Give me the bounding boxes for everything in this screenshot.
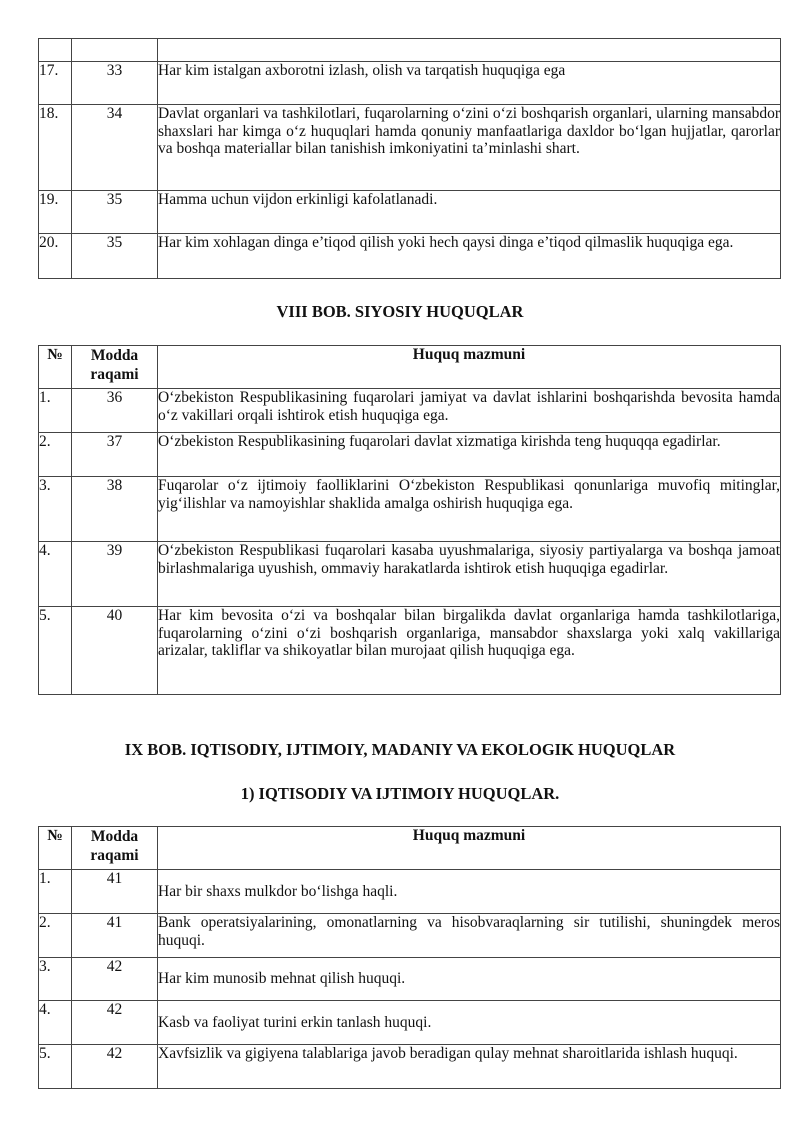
row-number: 4. [39, 542, 72, 607]
table-row [39, 234, 781, 279]
chapter-ix-title: IX BOB. IQTISODIY, IJTIMOIY, MADANIY VA EKOLOGIK HUQUQLAR [124, 740, 676, 759]
article-number: 40 [72, 607, 158, 695]
table-row [39, 105, 781, 191]
row-number: 4. [39, 1001, 72, 1045]
row-number: 2. [39, 914, 72, 958]
economic-rights-table [38, 826, 781, 1089]
table-header-row [39, 827, 781, 870]
article-number: 42 [72, 1001, 158, 1045]
article-number: 42 [72, 958, 158, 1001]
table-row [39, 1045, 781, 1089]
article-number: 35 [72, 234, 158, 279]
table-row [39, 477, 781, 542]
right-text: O‘zbekiston Respublikasining fuqarolari davlat xizmatiga kirishda teng huquqqa egadirlar. [158, 433, 781, 477]
article-number: 36 [72, 389, 158, 433]
row-number: 5. [39, 1045, 72, 1089]
column-header-article: Modda raqami [72, 346, 158, 389]
right-text: Bank operatsiyalarining, omonatlarning va hisobvaraqlarning sir tutilishi, shuningdek meros huquqi. [158, 914, 781, 958]
row-number: 3. [39, 958, 72, 1001]
column-header-content: Huquq mazmuni [158, 827, 781, 870]
article-number: 42 [72, 1045, 158, 1089]
row-number: 2. [39, 433, 72, 477]
row-number: 5. [39, 607, 72, 695]
row-number: 18. [39, 105, 72, 191]
article-number: 41 [72, 914, 158, 958]
right-text: O‘zbekiston Respublikasining fuqarolari jamiyat va davlat ishlarini boshqarishda bevosita hamda o‘z vakillari orqali ishtirok etish huquqiga ega. [158, 389, 781, 433]
chapter-viii-title: VIII BOB. SIYOSIY HUQUQLAR [276, 302, 524, 321]
row-number: 3. [39, 477, 72, 542]
column-header-article: Modda raqami [72, 827, 158, 870]
article-number: 34 [72, 105, 158, 191]
row-number: 1. [39, 870, 72, 914]
table-row [39, 542, 781, 607]
right-text: Har kim istalgan axborotni izlash, olish va tarqatish huquqiga ega [158, 62, 781, 105]
section-ix-subtitle: 1) IQTISODIY VA IJTIMOIY HUQUQLAR. [240, 784, 560, 803]
table-row [39, 39, 781, 62]
row-number: 17. [39, 62, 72, 105]
article-number: 39 [72, 542, 158, 607]
table-row [39, 433, 781, 477]
table-row [39, 607, 781, 695]
table-row [39, 1001, 781, 1045]
right-text: O‘zbekiston Respublikasi fuqarolari kasaba uyushmalariga, siyosiy partiyalarga va boshqa jamoat birlashmalariga uyushish, ommaviy harakatlarda ishtirok etish huquqiga egadirlar. [158, 542, 781, 607]
political-rights-table [38, 345, 781, 695]
right-text: Kasb va faoliyat turini erkin tanlash huquqi. [158, 1001, 781, 1045]
article-number: 41 [72, 870, 158, 914]
row-number: 20. [39, 234, 72, 279]
table-header-row [39, 346, 781, 389]
right-text: Hamma uchun vijdon erkinligi kafolatlanadi. [158, 191, 781, 234]
article-number: 38 [72, 477, 158, 542]
right-text: Har kim munosib mehnat qilish huquqi. [158, 958, 781, 1001]
right-text: Xavfsizlik va gigiyena talablariga javob beradigan qulay mehnat sharoitlarida ishlash huquqi. [158, 1045, 781, 1089]
table-row [39, 191, 781, 234]
row-number: 1. [39, 389, 72, 433]
column-header-content: Huquq mazmuni [158, 346, 781, 389]
article-number: 35 [72, 191, 158, 234]
table-row [39, 958, 781, 1001]
table-row [39, 62, 781, 105]
article-number: 33 [72, 62, 158, 105]
right-text: Har kim bevosita o‘zi va boshqalar bilan birgalikda davlat organlariga hamda tashkilotlariga, fuqarolarning o‘zini o‘zi boshqarish organlariga, mansabdor shaxslarga yoki xalq vakillariga arizalar, takliflar va shikoyatlar bilan murojaat qilish huquqiga ega. [158, 607, 781, 695]
column-header-number: № [39, 346, 72, 389]
right-text: Fuqarolar o‘z ijtimoiy faolliklarini O‘zbekiston Respublikasi qonunlariga muvofiq mitinglar, yig‘ilishlar va namoyishlar shaklida amalga oshirish huquqiga ega. [158, 477, 781, 542]
table-row [39, 870, 781, 914]
column-header-number: № [39, 827, 72, 870]
row-number: 19. [39, 191, 72, 234]
right-text: Davlat organlari va tashkilotlari, fuqarolarning o‘zini o‘zi boshqarish organlari, ularning mansabdor shaxslari har kimga o‘z huquqlari hamda qonuniy manfaatlariga daxldor bo‘lgan hujjatlar, qarorlar va boshqa materiallar bilan tanishish imkoniyatini ta’minlashi shart. [158, 105, 781, 191]
right-text: Har bir shaxs mulkdor bo‘lishga haqli. [158, 870, 781, 914]
right-text: Har kim xohlagan dinga e’tiqod qilish yoki hech qaysi dinga e’tiqod qilmaslik huquqiga ega. [158, 234, 781, 279]
table-row [39, 389, 781, 433]
table-row [39, 914, 781, 958]
article-number: 37 [72, 433, 158, 477]
rights-table-continued [38, 38, 781, 279]
